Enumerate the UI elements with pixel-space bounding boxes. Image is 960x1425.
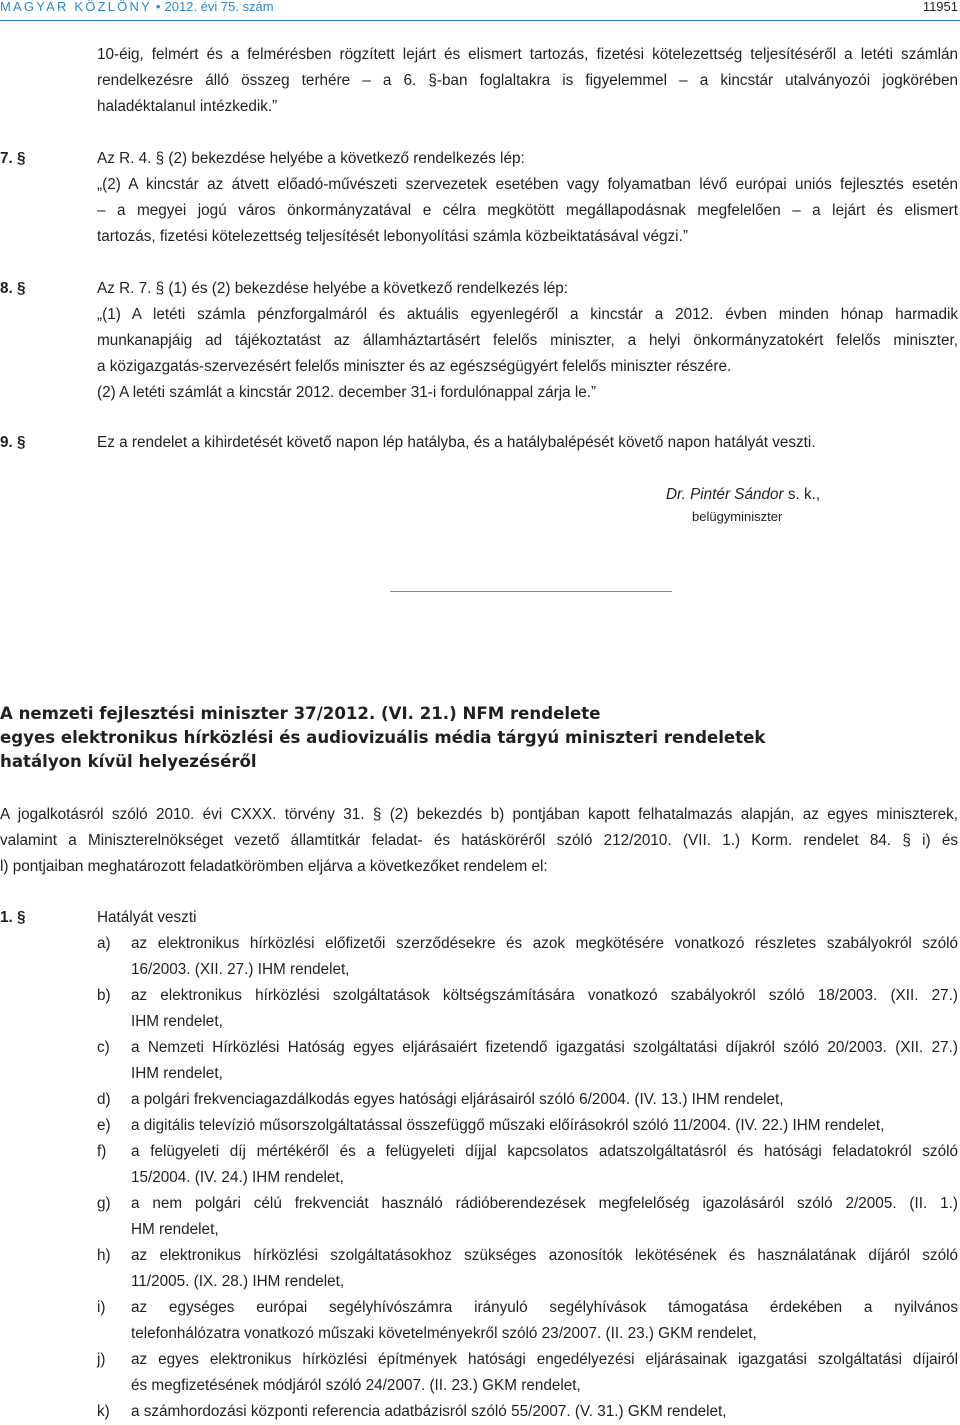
section-9-number: 9. § [0, 434, 26, 451]
section-8-line-3: munkanapjáig ad tájékoztatást az államháztartásért felelős miniszter, a helyi önkormányzatokért felelős miniszter, [97, 332, 958, 349]
section-1-heading: Hatályát veszti [97, 909, 197, 926]
list-item-line-1: a nem polgári célú frekvenciát használó rádióberendezések megfelelőség igazolásáról szóló 2/2005. (II. 1.) [131, 1195, 958, 1212]
journal-issue: 2012. évi 75. szám [164, 0, 274, 14]
list-item-letter: a) [97, 935, 111, 952]
section-8-body [97, 276, 958, 406]
list-item [97, 1087, 958, 1113]
list-item-line-2: 15/2004. (IV. 24.) IHM rendelet, [131, 1169, 344, 1186]
decree-title-line-2: egyes elektronikus hírközlési és audiovizuális média tárgyú miniszteri rendeletek [0, 728, 766, 747]
signatory-title: belügyminiszter [692, 509, 783, 524]
list-item-line-2: és megfizetésének módjáról szóló 24/2007. (II. 23.) GKM rendelet, [131, 1377, 581, 1394]
list-item-line-2: 16/2003. (XII. 27.) IHM rendelet, [131, 961, 350, 978]
section-7-number: 7. § [0, 150, 26, 167]
list-item-letter: i) [97, 1299, 106, 1316]
list-item [97, 931, 958, 983]
list-item-line-1: a számhordozási központi referencia adatbázisról szóló 55/2007. (V. 31.) GKM rendelet, [131, 1403, 727, 1420]
list-item-letter: j) [97, 1351, 106, 1368]
list-item-letter: c) [97, 1039, 110, 1056]
decree-title-line-3: hatályon kívül helyezéséről [0, 752, 257, 771]
list-item-line-1: az elektronikus hírközlési szolgáltatások költségszámítására vonatkozó szabályokról szóló 18/2003. (XII. 27.) [131, 987, 958, 1004]
list-item [97, 1399, 958, 1425]
list-item-line-1: az egységes európai segélyhívószámra irányuló segélyhívások támogatása érdekében a nyilvános [131, 1299, 958, 1316]
intro-paragraph [97, 42, 958, 120]
list-item-line-2: HM rendelet, [131, 1221, 219, 1238]
intro-line-1: 10-éig, felmért és a felmérésben rögzített lejárt és elismert tartozás, fizetési kötelezettség teljesítéséről a letéti számlán [97, 46, 958, 63]
list-item-line-1: a polgári frekvenciagazdálkodás egyes hatósági eljárásairól szóló 6/2004. (IV. 13.) IHM rendelet, [131, 1091, 784, 1108]
section-7-line-2: „(2) A kincstár az átvett előadó-művészeti szervezetek esetében vagy folyamatban lévő európai uniós fejlesztés esetén [97, 176, 958, 193]
section-8-line-1: Az R. 7. § (1) és (2) bekezdése helyébe a következő rendelkezés lép: [97, 280, 569, 297]
section-9-body [97, 430, 958, 456]
section-8-line-2: „(1) A letéti számla pénzforgalmáról és aktuális egyenlegéről a kincstár a 2012. évben minden hónap harmadik [97, 306, 958, 323]
list-item [97, 1139, 958, 1191]
section-9-text: Ez a rendelet a kihirdetését követő napon lép hatályba, és a hatálybalépését követő napon hatályát veszti. [97, 434, 816, 451]
journal-name [0, 0, 274, 14]
list-item-line-1: az egyes elektronikus hírközlési építmények hatósági engedélyezési eljárásainak igazgatási szolgáltatási díjairól [131, 1351, 958, 1368]
preamble-line-2: valamint a Miniszterelnökséget vezető államtitkár feladat- és hatásköréről szóló 212/2010. (VII. 1.) Korm. rendelet 84. § i) és [0, 832, 958, 849]
list-item-letter: k) [97, 1403, 110, 1420]
list-item-letter: e) [97, 1117, 111, 1134]
list-item-letter: h) [97, 1247, 111, 1264]
list-item-line-1: az elektronikus hírközlési szolgáltatásokhoz szükséges azonosítók lekötésének és használatának díjáról szóló [131, 1247, 958, 1264]
intro-line-3: haladéktalanul intézkedik.” [97, 98, 278, 115]
list-item-line-2: IHM rendelet, [131, 1065, 223, 1082]
list-item-line-1: a digitális televízió műsorszolgáltatással összefüggő műszaki előírásokról szóló 11/2004. (IV. 22.) IHM rendelet, [131, 1117, 885, 1134]
section-8-line-4: a közigazgatás-szervezésért felelős miniszter és az egészségügyért felelős miniszter részére. [97, 358, 732, 375]
section-8-line-5: (2) A letéti számlát a kincstár 2012. december 31-i fordulónappal zárja le.” [97, 384, 597, 401]
repealed-list [97, 931, 958, 1425]
list-item-letter: b) [97, 987, 111, 1004]
section-divider [390, 591, 672, 592]
list-item [97, 1347, 958, 1399]
list-item [97, 983, 958, 1035]
list-item [97, 1295, 958, 1347]
intro-line-2: rendelkezésre álló összeg terhére – a 6. §-ban foglaltakra is figyelemmel – a kincstár utalványozói jogkörében [97, 72, 958, 89]
signatory-suffix: s. k., [783, 486, 821, 503]
section-7-line-4: tartozás, fizetési kötelezettség teljesítését lebonyolítási számla közbeiktatásával végzi.” [97, 228, 688, 245]
header-bullet: • [155, 0, 161, 14]
list-item [97, 1035, 958, 1087]
list-item-line-1: a Nemzeti Hírközlési Hatóság egyes eljárásaiért fizetendő igazgatási szolgáltatási díjakról szóló 20/2003. (XII. 27.) [131, 1039, 958, 1056]
list-item [97, 1113, 958, 1139]
list-item-line-2: IHM rendelet, [131, 1013, 223, 1030]
list-item-line-2: 11/2005. (IX. 28.) IHM rendelet, [131, 1273, 345, 1290]
list-item [97, 1243, 958, 1295]
list-item-letter: d) [97, 1091, 111, 1108]
decree-title [0, 702, 958, 774]
signatory-name: Dr. Pintér Sándor [666, 486, 784, 503]
section-7-body [97, 146, 958, 250]
signature-block [666, 482, 866, 526]
section-7-line-3: – a megyei jogú város önkormányzatával e célra megkötött megállapodásnak megfelelően – a lejárt és elismert [97, 202, 958, 219]
section-7-line-1: Az R. 4. § (2) bekezdése helyébe a következő rendelkezés lép: [97, 150, 525, 167]
page-header [0, 0, 960, 14]
preamble-line-1: A jogalkotásról szóló 2010. évi CXXX. törvény 31. § (2) bekezdés b) pontjában kapott felhatalmazás alapján, az egyes miniszterek, [0, 806, 958, 823]
section-8-number: 8. § [0, 280, 26, 297]
header-rule [0, 20, 960, 21]
decree-title-line-1: A nemzeti fejlesztési miniszter 37/2012. (VI. 21.) NFM rendelete [0, 704, 601, 723]
list-item [97, 1191, 958, 1243]
section-1-number: 1. § [0, 909, 26, 926]
list-item-letter: g) [97, 1195, 111, 1212]
list-item-line-1: az elektronikus hírközlési előfizetői szerződésekre és azok megkötésére vonatkozó részletes szabályokról szóló [131, 935, 958, 952]
journal-title: MAGYAR KÖZLÖNY [0, 0, 152, 14]
preamble [0, 802, 958, 880]
preamble-line-3: l) pontjaiban meghatározott feladatkörömben eljárva a következőket rendelem el: [0, 858, 548, 875]
page-number: 11951 [922, 0, 958, 14]
list-item-line-1: a felügyeleti díj mértékéről és a felügyeleti díjjal kapcsolatos adatszolgáltatásról és hatósági feladatokról szóló [131, 1143, 958, 1160]
list-item-letter: f) [97, 1143, 107, 1160]
list-item-line-2: telefonhálózatra vonatkozó műszaki követelményekről szóló 23/2007. (II. 23.) GKM rendelet, [131, 1325, 757, 1342]
